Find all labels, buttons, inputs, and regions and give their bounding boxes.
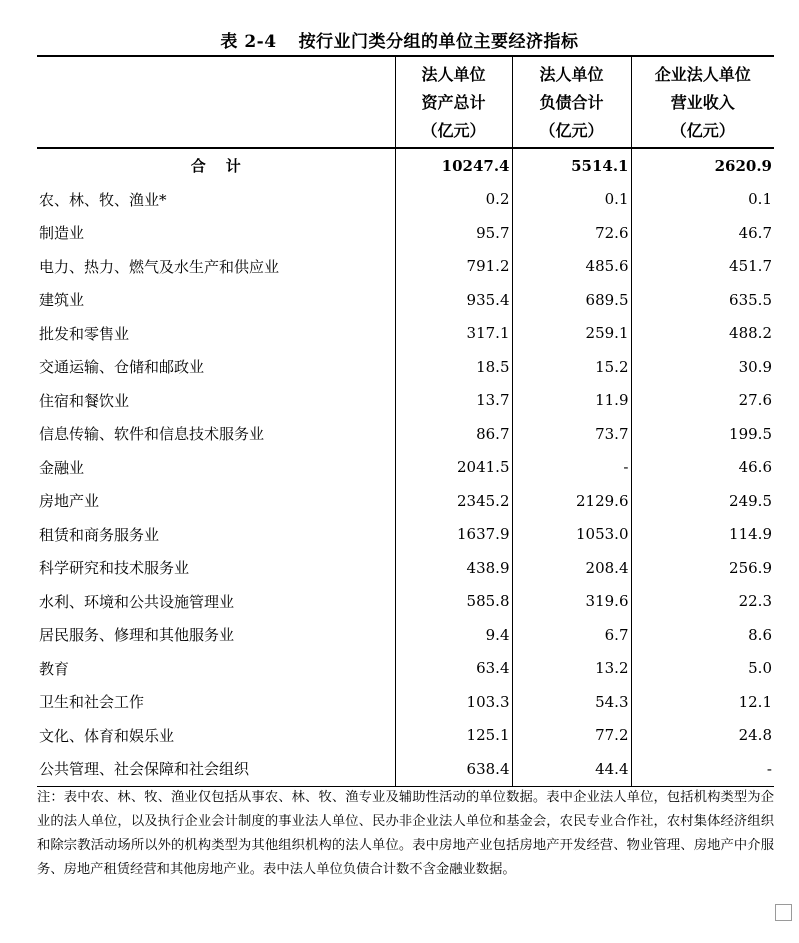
row-label: 金融业	[39, 458, 85, 477]
row-liabilities: 2129.6	[512, 484, 631, 518]
table-row	[37, 585, 774, 619]
row-revenue: 199.5	[631, 417, 774, 451]
row-assets: 2345.2	[395, 484, 512, 518]
row-liabilities: 15.2	[512, 350, 631, 384]
row-liabilities: -	[512, 451, 631, 485]
row-label: 文化、体育和娱乐业	[39, 726, 175, 745]
table-row	[37, 518, 774, 552]
row-revenue: 27.6	[631, 384, 774, 418]
row-revenue: 488.2	[631, 317, 774, 351]
row-liabilities: 44.4	[512, 752, 631, 786]
row-assets: 63.4	[395, 652, 512, 686]
table-row	[37, 551, 774, 585]
table-number: 表 2-4	[220, 32, 277, 52]
header-liabilities: 法人单位 负债合计 （亿元）	[512, 56, 631, 148]
row-revenue: 30.9	[631, 350, 774, 384]
row-liabilities: 0.1	[512, 183, 631, 217]
row-revenue: 114.9	[631, 518, 774, 552]
row-liabilities: 11.9	[512, 384, 631, 418]
row-label: 租赁和商务服务业	[39, 525, 160, 544]
row-assets: 1637.9	[395, 518, 512, 552]
table-row	[37, 618, 774, 652]
resize-handle-icon[interactable]	[775, 904, 792, 921]
table-row	[37, 652, 774, 686]
table-row	[37, 317, 774, 351]
row-revenue: 24.8	[631, 719, 774, 753]
row-revenue: 0.1	[631, 183, 774, 217]
row-label: 制造业	[39, 224, 85, 243]
row-assets: 791.2	[395, 250, 512, 284]
row-assets: 18.5	[395, 350, 512, 384]
row-label: 科学研究和技术服务业	[39, 559, 190, 578]
row-revenue: 5.0	[631, 652, 774, 686]
row-assets: 638.4	[395, 752, 512, 786]
row-liabilities: 6.7	[512, 618, 631, 652]
row-assets: 13.7	[395, 384, 512, 418]
row-liabilities: 1053.0	[512, 518, 631, 552]
row-assets: 585.8	[395, 585, 512, 619]
header-revenue: 企业法人单位 营业收入 （亿元）	[631, 56, 774, 148]
row-label: 水利、环境和公共设施管理业	[39, 592, 235, 611]
total-label: 合计	[190, 157, 261, 176]
row-liabilities: 13.2	[512, 652, 631, 686]
row-revenue: 8.6	[631, 618, 774, 652]
row-liabilities: 73.7	[512, 417, 631, 451]
row-revenue: 12.1	[631, 685, 774, 719]
row-revenue: 22.3	[631, 585, 774, 619]
row-assets: 317.1	[395, 317, 512, 351]
table-row	[37, 350, 774, 384]
table-row	[37, 484, 774, 518]
table-row	[37, 250, 774, 284]
row-liabilities: 319.6	[512, 585, 631, 619]
row-assets: 95.7	[395, 216, 512, 250]
row-label: 住宿和餐饮业	[39, 391, 130, 410]
table-title-text: 按行业门类分组的单位主要经济指标	[298, 32, 579, 52]
header-assets: 法人单位 资产总计 （亿元）	[395, 56, 512, 148]
total-row	[37, 148, 774, 183]
row-revenue: 46.7	[631, 216, 774, 250]
row-label: 建筑业	[39, 291, 85, 310]
row-label: 交通运输、仓储和邮政业	[39, 358, 205, 377]
header-industry	[37, 56, 395, 148]
table-row	[37, 451, 774, 485]
table-row	[37, 283, 774, 317]
row-assets: 438.9	[395, 551, 512, 585]
row-label: 信息传输、软件和信息技术服务业	[39, 425, 265, 444]
row-assets: 0.2	[395, 183, 512, 217]
row-revenue: -	[631, 752, 774, 786]
row-label: 公共管理、社会保障和社会组织	[37, 752, 395, 786]
row-label: 批发和零售业	[39, 324, 130, 343]
row-revenue: 451.7	[631, 250, 774, 284]
row-liabilities: 259.1	[512, 317, 631, 351]
row-assets: 125.1	[395, 719, 512, 753]
row-label: 农、林、牧、渔业*	[39, 190, 167, 209]
total-assets: 10247.4	[395, 148, 512, 183]
row-label: 居民服务、修理和其他服务业	[39, 626, 235, 645]
table-title	[0, 27, 799, 52]
table-row	[37, 685, 774, 719]
table-row	[37, 752, 774, 786]
total-liabilities: 5514.1	[512, 148, 631, 183]
table-row	[37, 719, 774, 753]
row-revenue: 249.5	[631, 484, 774, 518]
row-revenue: 635.5	[631, 283, 774, 317]
row-liabilities: 77.2	[512, 719, 631, 753]
row-label: 教育	[39, 659, 70, 678]
table-row	[37, 216, 774, 250]
row-assets: 2041.5	[395, 451, 512, 485]
row-assets: 86.7	[395, 417, 512, 451]
header-row	[37, 56, 774, 148]
total-revenue: 2620.9	[631, 148, 774, 183]
row-revenue: 46.6	[631, 451, 774, 485]
indicator-table	[37, 55, 774, 787]
row-label: 电力、热力、燃气及水生产和供应业	[39, 257, 280, 276]
row-assets: 9.4	[395, 618, 512, 652]
row-liabilities: 485.6	[512, 250, 631, 284]
row-revenue: 256.9	[631, 551, 774, 585]
row-liabilities: 72.6	[512, 216, 631, 250]
row-liabilities: 689.5	[512, 283, 631, 317]
row-liabilities: 54.3	[512, 685, 631, 719]
table-row	[37, 417, 774, 451]
row-label: 房地产业	[39, 492, 100, 511]
table-row	[37, 183, 774, 217]
row-assets: 935.4	[395, 283, 512, 317]
row-assets: 103.3	[395, 685, 512, 719]
footnote: 注：表中农、林、牧、渔业仅包括从事农、林、牧、渔专业及辅助性活动的单位数据。表中企业法人单位，包括机构类型为企业的法人单位，以及执行企业会计制度的事业法人单位、民办非企业法人单位和基金会，农民专业合作社，农村集体经济组织和除宗教活动场所以外的机构类型为其他组织机构的法人单位。表中房地产业包括房地产开发经营、物业管理、房地产中介服务、房地产租赁经营和其他房地产业。表中法人单位负债合计数不含金融业数据。	[37, 790, 774, 877]
row-label: 卫生和社会工作	[39, 693, 145, 712]
table-row	[37, 384, 774, 418]
row-liabilities: 208.4	[512, 551, 631, 585]
